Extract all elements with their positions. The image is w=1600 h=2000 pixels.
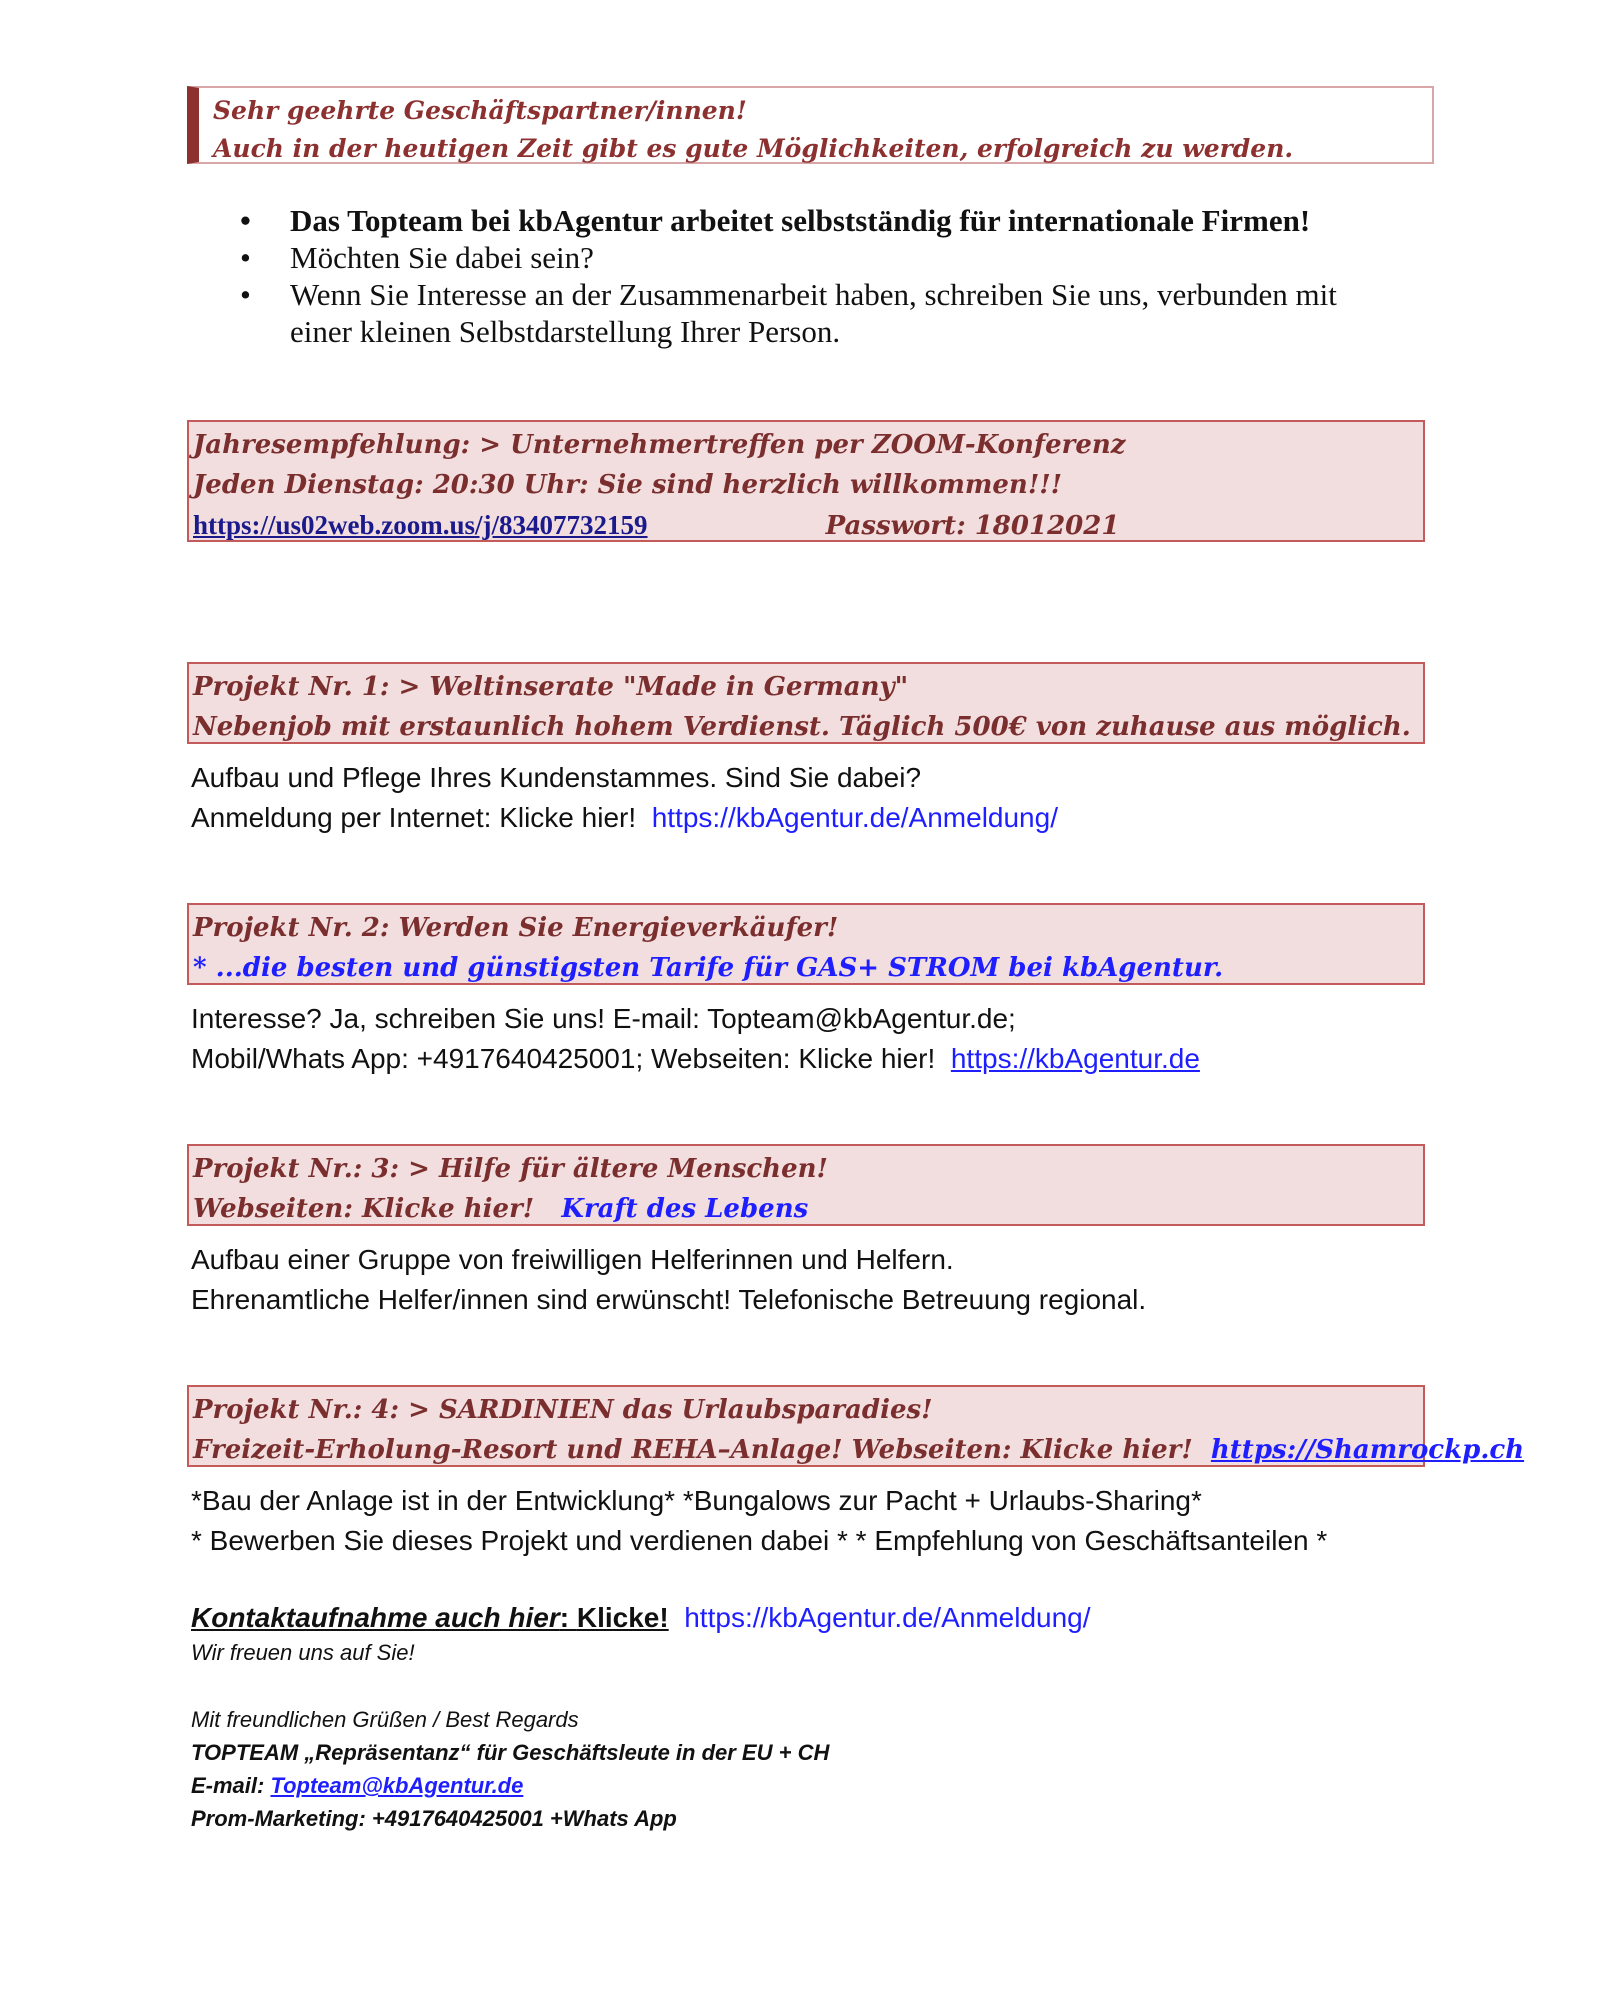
project-2-website-link[interactable]: https://kbAgentur.de [950, 1043, 1200, 1074]
project-3-text [191, 1240, 1491, 1320]
zoom-meeting-box [187, 420, 1425, 542]
bullet-item: • Das Topteam bei kbAgentur arbeitet selbstständig für internationale Firmen! [230, 202, 1460, 239]
project-2-text-line-2 [191, 1039, 1491, 1079]
bullet-item: • Möchten Sie dabei sein? [230, 239, 1460, 276]
signature-company: TOPTEAM „Repräsentanz“ für Geschäftsleute in der EU + CH [191, 1740, 830, 1765]
zoom-line-1: Jahresempfehlung: > Unternehmertreffen per ZOOM-Konferenz [193, 430, 1126, 460]
project-3-box [187, 1144, 1425, 1226]
project-3-text-line-2: Ehrenamtliche Helfer/innen sind erwünscht! Telefonische Betreuung regional. [191, 1284, 1147, 1315]
project-4-klicke-text: Freizeit-Erholung-Resort und REHA–Anlage! Webseiten: Klicke hier! [193, 1435, 1193, 1465]
project-2-klicke-text: Mobil/Whats App: +4917640425001; Webseiten: Klicke hier! [191, 1043, 936, 1074]
project-1-subtitle: Nebenjob mit erstaunlich hohem Verdienst. Täglich 500€ von zuhause aus möglich. [193, 712, 1411, 742]
bullet-item [230, 276, 1460, 350]
project-2-subtitle: * ...die besten und günstigsten Tarife für GAS+ STROM bei kbAgentur. [193, 953, 1224, 983]
welcome-text: Wir freuen uns auf Sie! [191, 1640, 415, 1665]
project-3-text-line-1: Aufbau einer Gruppe von freiwilligen Helferinnen und Helfern. [191, 1244, 954, 1275]
intro-bullet-list [230, 202, 1460, 350]
project-1-register-link[interactable]: https://kbAgentur.de/Anmeldung/ [651, 802, 1058, 833]
project-2-title: Projekt Nr. 2: Werden Sie Energieverkäufer! [193, 913, 839, 943]
project-4-text-line-2: * Bewerben Sie dieses Projekt und verdienen dabei * * Empfehlung von Geschäftsanteilen * [191, 1525, 1328, 1556]
zoom-line-2: Jeden Dienstag: 20:30 Uhr: Sie sind herzlich willkommen!!! [193, 470, 1063, 500]
project-1-title: Projekt Nr. 1: > Weltinserate "Made in Germany" [193, 672, 909, 702]
bullet-text-continued: einer kleinen Selbstdarstellung Ihrer Person. [290, 314, 841, 349]
contact-line [191, 1598, 1491, 1638]
zoom-link[interactable]: https://us02web.zoom.us/j/83407732159 [193, 510, 648, 540]
greeting-line-1: Sehr geehrte Geschäftspartner/innen! [213, 96, 747, 125]
signature-email-label: E-mail: [191, 1773, 271, 1798]
contact-register-link[interactable]: https://kbAgentur.de/Anmeldung/ [684, 1602, 1091, 1633]
contact-colon: : [559, 1602, 577, 1633]
project-4-subtitle [193, 1430, 1525, 1470]
project-4-text-line-1: *Bau der Anlage ist in der Entwicklung* *Bungalows zur Pacht + Urlaubs-Sharing* [191, 1485, 1202, 1516]
bullet-text: Wenn Sie Interesse an der Zusammenarbeit haben, schreiben Sie uns, verbunden mit [290, 277, 1337, 312]
project-1-text-line-1: Aufbau und Pflege Ihres Kundenstammes. Sind Sie dabei? [191, 762, 922, 793]
project-3-title: Projekt Nr.: 3: > Hilfe für ältere Menschen! [193, 1154, 828, 1184]
project-1-box [187, 662, 1425, 744]
contact-label: Kontaktaufnahme auch hier [191, 1602, 560, 1633]
project-2-box [187, 903, 1425, 985]
project-4-text [191, 1481, 1491, 1561]
signature-email [191, 1769, 523, 1802]
project-2-text [191, 999, 1491, 1079]
zoom-line-3 [193, 505, 1423, 546]
project-4-title: Projekt Nr.: 4: > SARDINIEN das Urlaubsparadies! [193, 1395, 933, 1425]
zoom-password: Passwort: 18012021 [825, 511, 1120, 541]
project-4-website-link[interactable]: https://Shamrockp.ch [1210, 1435, 1525, 1465]
project-1-klicke-text: Anmeldung per Internet: Klicke hier! [191, 802, 637, 833]
project-1-text-line-2 [191, 798, 1491, 838]
project-3-subtitle [193, 1189, 1423, 1229]
project-3-klicke-text: Webseiten: Klicke hier! [193, 1194, 535, 1224]
project-4-box [187, 1385, 1525, 1467]
greeting-box [187, 86, 1434, 164]
signature-phone: Prom-Marketing: +4917640425001 +Whats App [191, 1806, 677, 1831]
project-2-text-line-1: Interesse? Ja, schreiben Sie uns! E-mail: Topteam@kbAgentur.de; [191, 1003, 1016, 1034]
contact-klicke-button[interactable]: Klicke! [576, 1602, 669, 1633]
signature-greeting: Mit freundlichen Grüßen / Best Regards [191, 1707, 579, 1732]
project-1-text [191, 758, 1491, 838]
greeting-line-2: Auch in der heutigen Zeit gibt es gute Möglichkeiten, erfolgreich zu werden. [213, 134, 1294, 163]
project-3-website-link[interactable]: Kraft des Lebens [561, 1194, 809, 1224]
signature-email-link[interactable]: Topteam@kbAgentur.de [270, 1773, 524, 1798]
